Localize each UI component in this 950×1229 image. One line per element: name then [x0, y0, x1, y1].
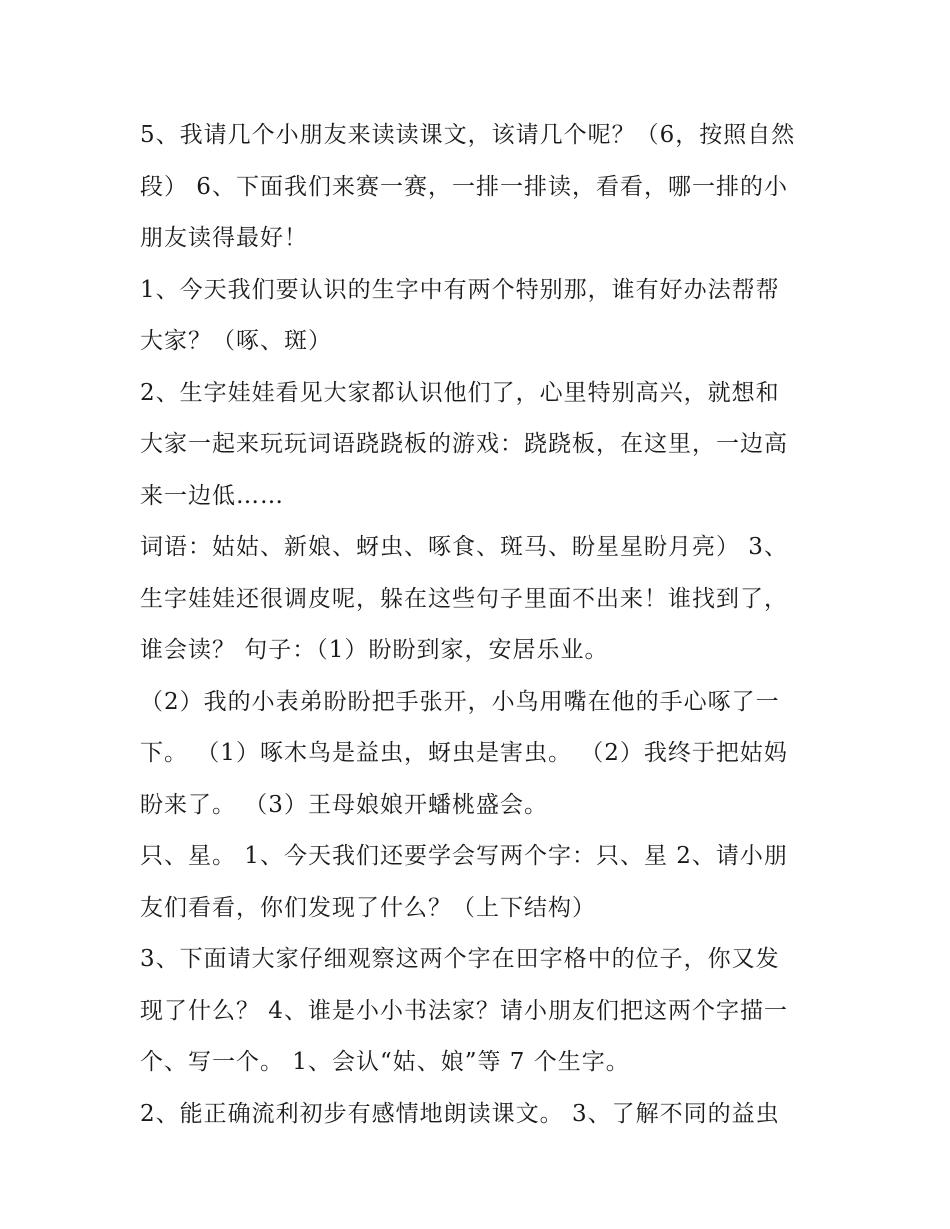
- paragraph-observation: [140, 934, 820, 1089]
- paragraph-writing-characters: [140, 831, 820, 934]
- paragraph-seesaw-game: [140, 368, 820, 523]
- text-line: 2、生字娃娃看见大家都认识他们了，心里特别高兴，就想和: [140, 379, 780, 406]
- paragraph-reading-aloud: [140, 110, 820, 265]
- paragraph-objectives: [140, 1089, 820, 1141]
- text-line: 谁会读？ 句子：（1）盼盼到家，安居乐业。: [140, 637, 609, 663]
- text-line: 生字娃娃还很调皮呢，躲在这些句子里面不出来！谁找到了，: [140, 585, 788, 612]
- text-line: 大家一起来玩玩词语跷跷板的游戏：跷跷板，在这里，一边高: [140, 431, 788, 457]
- text-line: 来一边低……: [140, 482, 284, 509]
- text-line: 只、星。 1、今天我们还要学会写两个字：只、星 2、请小朋: [140, 843, 788, 869]
- text-line: （2）我的小表弟盼盼把手张开，小鸟用嘴在他的手心啄了一: [140, 688, 780, 715]
- text-line: 友们看看，你们发现了什么？（上下结构）: [140, 894, 596, 921]
- text-line: 5、我请几个小朋友来读读课文，该请几个呢？（6，按照自然: [140, 122, 796, 148]
- text-line: 3、下面请大家仔细观察这两个字在田字格中的位子，你又发: [140, 946, 780, 972]
- paragraph-vocabulary: [140, 522, 820, 677]
- text-line: 朋友读得最好！: [140, 225, 308, 251]
- text-line: 盼来了。 （3）王母娘娘开蟠桃盛会。: [140, 791, 548, 818]
- text-line: 大家？（啄、斑）: [140, 328, 332, 354]
- paragraph-new-characters: [140, 265, 820, 368]
- text-line: 下。 （1）啄木鸟是益虫，蚜虫是害虫。 （2）我终于把姑妈: [140, 740, 788, 766]
- text-line: 词语：姑姑、新娘、蚜虫、啄食、斑马、盼星星盼月亮） 3、: [140, 534, 788, 560]
- text-line: 现了什么？ 4、谁是小小书法家？请小朋友们把这两个字描一: [140, 997, 788, 1024]
- document-body: [140, 110, 820, 1140]
- text-line: 1、今天我们要认识的生字中有两个特别那，谁有好办法帮帮: [140, 276, 780, 303]
- text-line: 个、写一个。 1、会认“姑、娘”等 7 个生字。: [140, 1049, 630, 1075]
- text-line: 段） 6、下面我们来赛一赛，一排一排读，看看，哪一排的小: [140, 173, 788, 200]
- paragraph-sentences: [140, 677, 820, 832]
- text-line: 2、能正确流利初步有感情地朗读课文。 3、了解不同的益虫: [140, 1100, 780, 1127]
